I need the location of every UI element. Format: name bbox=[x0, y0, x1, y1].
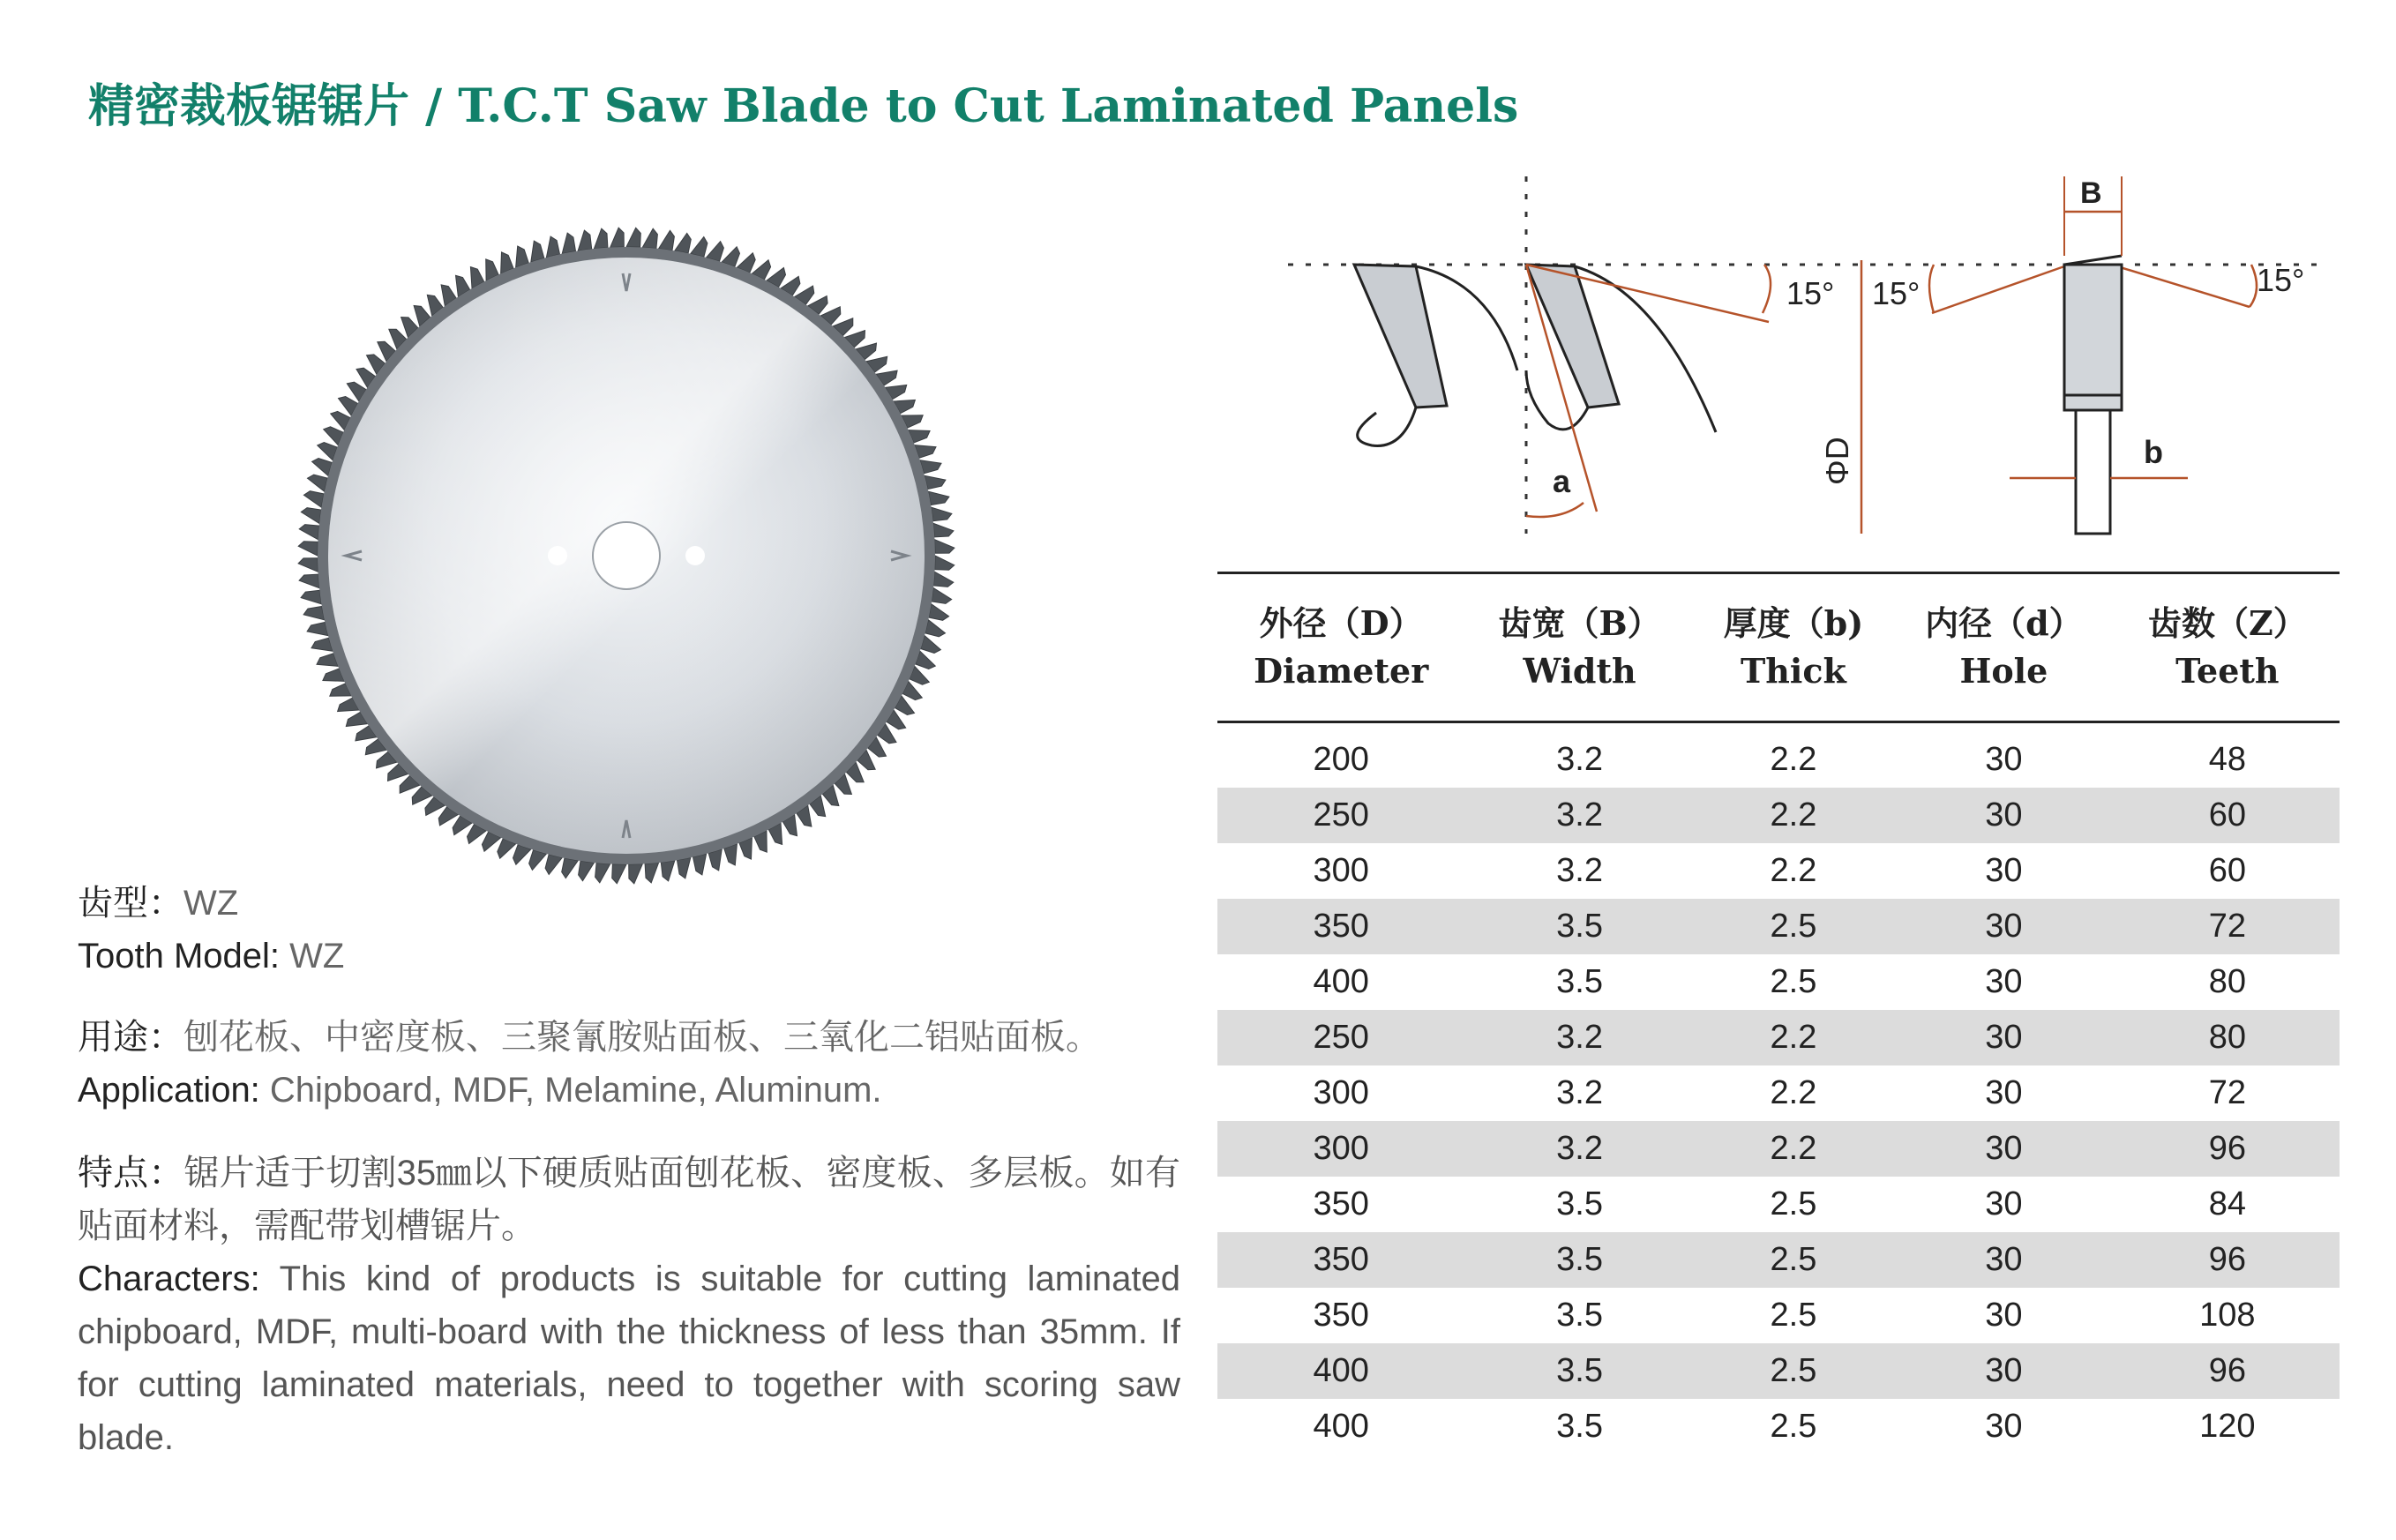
table-cell: 2.2 bbox=[1695, 788, 1892, 843]
angle-label-3: 15° bbox=[2257, 262, 2305, 298]
table-body bbox=[1217, 722, 2340, 1455]
table-cell: 400 bbox=[1313, 963, 1369, 1000]
table-cell: 2.2 bbox=[1770, 1074, 1817, 1111]
application-en: Application: Chipboard, MDF, Melamine, Aluminum. bbox=[78, 1071, 882, 1110]
table-row bbox=[1217, 1288, 2340, 1343]
blade-arbor-hole bbox=[593, 522, 660, 589]
table-cell: 3.5 bbox=[1556, 1185, 1603, 1222]
table-cell: 30 bbox=[1985, 1408, 2023, 1445]
blade-pin-hole-left bbox=[548, 546, 567, 565]
angle-label-2: 15° bbox=[1872, 275, 1921, 311]
table-cell: 30 bbox=[1985, 852, 2023, 889]
table-cell: 30 bbox=[1892, 788, 2115, 843]
table-cell: 2.2 bbox=[1770, 852, 1817, 889]
table-cell: 350 bbox=[1217, 899, 1464, 954]
blade-body-side-view bbox=[2076, 410, 2110, 534]
table-cell: 30 bbox=[1892, 1121, 2115, 1177]
table-cell: 2.5 bbox=[1770, 1408, 1817, 1445]
table-cell: 3.2 bbox=[1464, 1010, 1694, 1065]
table-cell: 80 bbox=[2115, 1010, 2340, 1065]
tooth-model-cn: 齿型：WZ bbox=[78, 884, 239, 923]
tooth-model-section bbox=[78, 877, 1189, 983]
header-diameter: 外径（D） Diameter bbox=[1254, 603, 1429, 691]
application-cn: 用途：刨花板、中密度板、三聚氰胺贴面板、三氧化二铝贴面板。 bbox=[78, 1018, 1101, 1057]
table-row bbox=[1217, 1232, 2340, 1288]
table-cell: 3.2 bbox=[1556, 852, 1603, 889]
table-cell: 30 bbox=[1985, 1074, 2023, 1111]
table-cell: 96 bbox=[2115, 1232, 2340, 1288]
header-thick: 厚度（b) Thick bbox=[1723, 603, 1864, 691]
table-cell: 350 bbox=[1313, 1185, 1369, 1222]
specification-table bbox=[1217, 572, 2340, 1454]
tooth-model-en: Tooth Model: WZ bbox=[78, 937, 345, 976]
table-row bbox=[1217, 1065, 2340, 1121]
title-en: T.C.T Saw Blade to Cut Laminated Panels bbox=[458, 79, 1519, 133]
table-cell: 30 bbox=[1892, 1010, 2115, 1065]
table-cell: 72 bbox=[2115, 899, 2340, 954]
table-cell: 350 bbox=[1217, 1232, 1464, 1288]
table-cell: 60 bbox=[2208, 852, 2246, 889]
tooth-geometry-diagram bbox=[1270, 159, 2355, 547]
tooth-shape-1 bbox=[1354, 265, 1447, 407]
table-cell: 72 bbox=[2208, 1074, 2246, 1111]
table-cell: 96 bbox=[2115, 1121, 2340, 1177]
table-cell: 350 bbox=[1313, 1297, 1369, 1334]
table-cell: 250 bbox=[1217, 788, 1464, 843]
table-cell: 3.2 bbox=[1464, 1121, 1694, 1177]
table-cell: 2.5 bbox=[1770, 1185, 1817, 1222]
table-cell: 30 bbox=[1892, 1343, 2115, 1399]
header-width: 齿宽（B） Width bbox=[1498, 603, 1661, 691]
table-cell: 2.5 bbox=[1770, 1297, 1817, 1334]
label-a: a bbox=[1553, 463, 1571, 499]
table-cell: 48 bbox=[2208, 741, 2246, 778]
table-cell: 3.5 bbox=[1556, 1297, 1603, 1334]
table-cell: 3.5 bbox=[1464, 1232, 1694, 1288]
table-cell: 80 bbox=[2208, 963, 2246, 1000]
table-cell: 2.5 bbox=[1695, 899, 1892, 954]
table-cell: 3.5 bbox=[1464, 899, 1694, 954]
table-row bbox=[1217, 1343, 2340, 1399]
table-cell: 2.2 bbox=[1695, 1121, 1892, 1177]
table-row bbox=[1217, 1399, 2340, 1454]
label-B: B bbox=[2080, 176, 2102, 210]
table-row bbox=[1217, 899, 2340, 954]
table-cell: 300 bbox=[1313, 1074, 1369, 1111]
table-row bbox=[1217, 1177, 2340, 1232]
table-cell: 3.2 bbox=[1556, 741, 1603, 778]
angle-label-1: 15° bbox=[1786, 275, 1835, 311]
table-cell: 3.2 bbox=[1556, 1074, 1603, 1111]
table-row bbox=[1217, 788, 2340, 843]
table-cell: 30 bbox=[1892, 899, 2115, 954]
table-cell: 400 bbox=[1313, 1408, 1369, 1445]
table-cell: 30 bbox=[1985, 963, 2023, 1000]
characters-section bbox=[78, 1147, 1180, 1464]
blade-pin-hole-right bbox=[685, 546, 705, 565]
table-row bbox=[1217, 1121, 2340, 1177]
table-cell: 300 bbox=[1217, 1121, 1464, 1177]
table-cell: 2.5 bbox=[1695, 1343, 1892, 1399]
table-cell: 3.2 bbox=[1464, 788, 1694, 843]
table-cell: 3.5 bbox=[1556, 1408, 1603, 1445]
tooth-shape-2 bbox=[1526, 265, 1619, 407]
label-phiD: ΦD bbox=[1819, 437, 1855, 485]
table-header-row bbox=[1217, 573, 2340, 722]
table-cell: 30 bbox=[1892, 1232, 2115, 1288]
table-cell: 30 bbox=[1985, 741, 2023, 778]
saw-blade-image bbox=[282, 212, 970, 900]
characters-en: Characters: This kind of products is suitable for cutting laminated chipboard, MDF, multi-board with the thickness of less than 35mm. If for cutting laminated materials, need to together with scoring saw blade. bbox=[78, 1260, 1180, 1457]
table-cell: 2.2 bbox=[1695, 1010, 1892, 1065]
header-hole: 内径（d） Hole bbox=[1925, 603, 2083, 691]
header-teeth: 齿数（Z） Teeth bbox=[2147, 603, 2307, 691]
table-cell: 108 bbox=[2199, 1297, 2256, 1334]
table-cell: 2.2 bbox=[1770, 741, 1817, 778]
page-title bbox=[88, 69, 1518, 135]
table-cell: 400 bbox=[1217, 1343, 1464, 1399]
tooth-side-view bbox=[2064, 265, 2122, 410]
table-cell: 2.5 bbox=[1695, 1232, 1892, 1288]
table-cell: 96 bbox=[2115, 1343, 2340, 1399]
table-cell: 2.5 bbox=[1770, 963, 1817, 1000]
table-cell: 3.5 bbox=[1464, 1343, 1694, 1399]
characters-cn: 特点：锯片适于切割35㎜以下硬质贴面刨花板、密度板、多层板。如有贴面材料，需配带划槽锯片。 bbox=[78, 1154, 1181, 1245]
table-cell: 60 bbox=[2115, 788, 2340, 843]
table-row bbox=[1217, 1010, 2340, 1065]
table-cell: 3.5 bbox=[1556, 963, 1603, 1000]
table-cell: 30 bbox=[1985, 1297, 2023, 1334]
table-row bbox=[1217, 843, 2340, 899]
table-row bbox=[1217, 732, 2340, 788]
label-b: b bbox=[2144, 434, 2163, 470]
table-row bbox=[1217, 954, 2340, 1010]
title-separator: / bbox=[409, 79, 459, 133]
table-cell: 300 bbox=[1313, 852, 1369, 889]
table-cell: 30 bbox=[1985, 1185, 2023, 1222]
application-section bbox=[78, 1011, 1189, 1117]
table-cell: 84 bbox=[2208, 1185, 2246, 1222]
table-cell: 200 bbox=[1313, 741, 1369, 778]
table-cell: 120 bbox=[2199, 1408, 2256, 1445]
table-cell: 250 bbox=[1217, 1010, 1464, 1065]
title-cn: 精密裁板锯锯片 bbox=[88, 80, 410, 133]
